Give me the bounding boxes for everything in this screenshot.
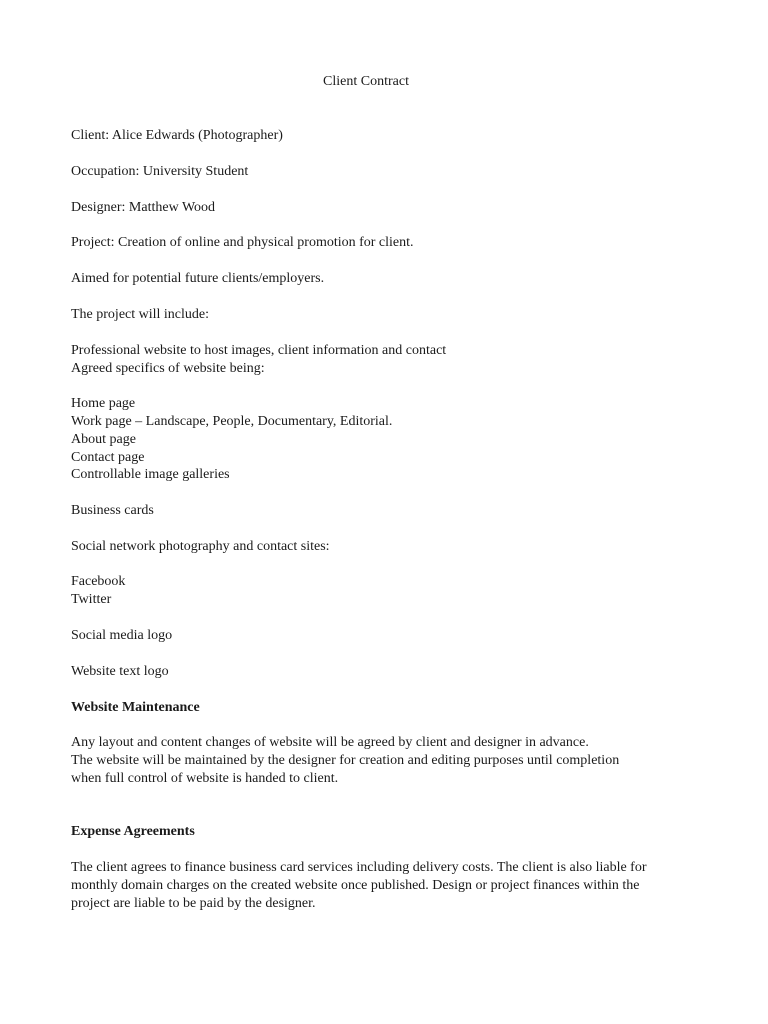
project-line: Project: Creation of online and physical promotion for client. <box>71 235 414 250</box>
website-description-line-2: Agreed specifics of website being: <box>71 361 265 376</box>
website-page-item: Home page <box>71 396 136 411</box>
expense-line: monthly domain charges on the created website once published. Design or project finances within the <box>71 878 640 893</box>
include-intro: The project will include: <box>71 307 210 322</box>
social-site-item: Facebook <box>71 574 126 589</box>
business-cards-line: Business cards <box>71 503 154 518</box>
expense-line: The client agrees to finance business card services including delivery costs. The client is also liable for <box>71 860 647 875</box>
expense-heading: Expense Agreements <box>71 824 195 839</box>
website-page-item: About page <box>71 432 136 447</box>
client-line: Client: Alice Edwards (Photographer) <box>71 128 283 143</box>
aim-line: Aimed for potential future clients/employers. <box>71 271 325 286</box>
expense-line: project are liable to be paid by the designer. <box>71 896 316 911</box>
maintenance-line: when full control of website is handed to client. <box>71 771 339 786</box>
maintenance-line: Any layout and content changes of website will be agreed by client and designer in advance. <box>71 735 589 750</box>
social-site-item: Twitter <box>71 592 112 607</box>
website-page-item: Controllable image galleries <box>71 467 230 482</box>
text-logo-line: Website text logo <box>71 664 169 679</box>
maintenance-heading: Website Maintenance <box>71 700 200 715</box>
website-page-item: Work page – Landscape, People, Documentary, Editorial. <box>71 414 393 429</box>
designer-line: Designer: Matthew Wood <box>71 200 216 215</box>
website-description-line-1: Professional website to host images, client information and contact <box>71 343 447 358</box>
social-intro-line: Social network photography and contact sites: <box>71 539 330 554</box>
maintenance-line: The website will be maintained by the designer for creation and editing purposes until completion <box>71 753 620 768</box>
social-logo-line: Social media logo <box>71 628 173 643</box>
occupation-line: Occupation: University Student <box>71 164 249 179</box>
website-page-item: Contact page <box>71 450 145 465</box>
document-title: Client Contract <box>323 74 409 89</box>
